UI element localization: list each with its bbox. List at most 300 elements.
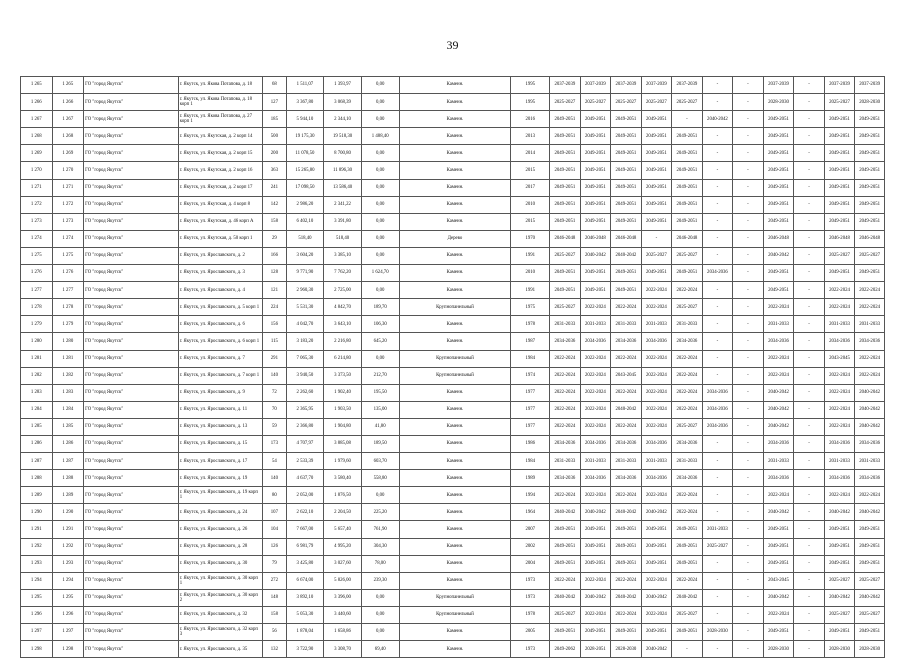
cell-wall-material: Каменн. xyxy=(399,196,511,213)
cell-living-area: 3 027,60 xyxy=(324,555,362,572)
cell-period-10: 2025-2027 xyxy=(824,94,855,111)
cell-period-11: 2028-2030 xyxy=(855,641,885,658)
cell-period-3: 2022-2024 xyxy=(611,350,642,367)
cell-period-1: 2046-2048 xyxy=(550,230,581,247)
cell-wall-material: Каменн. xyxy=(399,453,511,470)
cell-row-number: 1 275 xyxy=(21,247,53,264)
cell-living-area: 13 586,40 xyxy=(324,179,362,196)
cell-record-number: 1 281 xyxy=(52,350,84,367)
cell-total-area: 4 042,70 xyxy=(286,316,324,333)
cell-period-6: - xyxy=(702,282,733,299)
table-row xyxy=(21,470,885,487)
cell-period-9: - xyxy=(794,555,825,572)
cell-living-area: 4 995,20 xyxy=(324,538,362,555)
table-row xyxy=(21,453,885,470)
cell-period-10: 2049-2051 xyxy=(824,145,855,162)
cell-period-10: 2022-2024 xyxy=(824,487,855,504)
cell-period-8: 2040-2042 xyxy=(763,504,794,521)
cell-build-year: 1964 xyxy=(511,504,550,521)
cell-build-year: 1991 xyxy=(511,247,550,264)
cell-apartments: 56 xyxy=(263,624,286,641)
cell-nonresidential-area: 0,00 xyxy=(361,624,399,641)
cell-period-4: 2022-2024 xyxy=(641,282,672,299)
cell-period-3: 2022-2024 xyxy=(611,572,642,589)
cell-period-8: 2049-2051 xyxy=(763,128,794,145)
cell-period-9: - xyxy=(794,624,825,641)
cell-period-7: - xyxy=(733,128,764,145)
cell-period-3: 2049-2051 xyxy=(611,179,642,196)
cell-living-area: 1 979,60 xyxy=(324,453,362,470)
table-row xyxy=(21,265,885,282)
cell-record-number: 1 293 xyxy=(52,555,84,572)
cell-period-9: - xyxy=(794,453,825,470)
cell-apartments: 148 xyxy=(263,589,286,606)
cell-apartments: 68 xyxy=(263,77,286,94)
cell-municipality: ГО "город Якутск" xyxy=(84,555,179,572)
cell-row-number: 1 298 xyxy=(21,641,53,658)
table-row xyxy=(21,111,885,128)
cell-period-11: 2049-2051 xyxy=(855,538,885,555)
cell-build-year: 1977 xyxy=(511,384,550,401)
cell-period-6: - xyxy=(702,555,733,572)
cell-period-7: - xyxy=(733,282,764,299)
cell-period-5: 2049-2051 xyxy=(672,196,703,213)
cell-period-11: 2025-2027 xyxy=(855,606,885,623)
cell-period-4: - xyxy=(641,230,672,247)
cell-total-area: 11 078,50 xyxy=(286,145,324,162)
cell-living-area: 3 440,60 xyxy=(324,606,362,623)
cell-row-number: 1 280 xyxy=(21,333,53,350)
cell-period-3: 2049-2051 xyxy=(611,265,642,282)
cell-wall-material: Каменн. xyxy=(399,179,511,196)
cell-record-number: 1 296 xyxy=(52,606,84,623)
cell-period-1: 2049-2051 xyxy=(550,521,581,538)
cell-period-11: 2022-2024 xyxy=(855,487,885,504)
cell-period-7: - xyxy=(733,384,764,401)
cell-period-11: 2034-2036 xyxy=(855,435,885,452)
cell-period-3: 2040-2042 xyxy=(611,401,642,418)
cell-living-area: 3 068,39 xyxy=(324,94,362,111)
cell-period-4: 2034-2036 xyxy=(641,470,672,487)
cell-period-1: 2049-2051 xyxy=(550,213,581,230)
cell-period-10: 2031-2033 xyxy=(824,316,855,333)
cell-nonresidential-area: 603,70 xyxy=(361,453,399,470)
cell-nonresidential-area: 106,30 xyxy=(361,316,399,333)
cell-period-8: 2049-2051 xyxy=(763,538,794,555)
cell-period-7: - xyxy=(733,521,764,538)
cell-municipality: ГО "город Якутск" xyxy=(84,572,179,589)
cell-record-number: 1 275 xyxy=(52,247,84,264)
cell-municipality: ГО "город Якутск" xyxy=(84,196,179,213)
cell-apartments: 224 xyxy=(263,299,286,316)
cell-period-9: - xyxy=(794,487,825,504)
cell-period-2: 2022-2024 xyxy=(580,350,611,367)
cell-period-8: 2049-2051 xyxy=(763,179,794,196)
cell-municipality: ГО "город Якутск" xyxy=(84,213,179,230)
cell-municipality: ГО "город Якутск" xyxy=(84,128,179,145)
cell-period-7: - xyxy=(733,94,764,111)
cell-build-year: 2016 xyxy=(511,111,550,128)
cell-period-2: 2022-2024 xyxy=(580,367,611,384)
cell-total-area: 2 262,60 xyxy=(286,384,324,401)
cell-wall-material: Каменн. xyxy=(399,128,511,145)
cell-wall-material: Каменн. xyxy=(399,470,511,487)
cell-address: г. Якутск, ул. Якутская, д. 2 корп 16 xyxy=(178,162,262,179)
cell-nonresidential-area: 0,00 xyxy=(361,94,399,111)
cell-nonresidential-area: 645,20 xyxy=(361,333,399,350)
cell-period-4: 2037-2039 xyxy=(641,77,672,94)
cell-apartments: 241 xyxy=(263,179,286,196)
cell-record-number: 1 267 xyxy=(52,111,84,128)
cell-period-8: 2049-2051 xyxy=(763,196,794,213)
cell-period-4: 2022-2024 xyxy=(641,367,672,384)
cell-period-4: 2049-2051 xyxy=(641,624,672,641)
cell-nonresidential-area: 0,00 xyxy=(361,247,399,264)
cell-period-3: 2049-2051 xyxy=(611,521,642,538)
table-row xyxy=(21,418,885,435)
cell-period-11: 2049-2051 xyxy=(855,179,885,196)
cell-period-6: - xyxy=(702,162,733,179)
cell-living-area: 1 876,50 xyxy=(324,487,362,504)
cell-record-number: 1 290 xyxy=(52,504,84,521)
cell-period-6: - xyxy=(702,77,733,94)
cell-living-area: 3 391,80 xyxy=(324,213,362,230)
cell-period-8: 2034-2036 xyxy=(763,470,794,487)
cell-row-number: 1 288 xyxy=(21,470,53,487)
cell-total-area: 518,40 xyxy=(286,230,324,247)
cell-period-10: 2049-2051 xyxy=(824,265,855,282)
cell-period-6: 2025-2027 xyxy=(702,538,733,555)
cell-period-7: - xyxy=(733,453,764,470)
cell-period-5: 2049-2051 xyxy=(672,521,703,538)
cell-address: г. Якутск, ул. Ярославского, д. 30 xyxy=(178,555,262,572)
cell-period-7: - xyxy=(733,265,764,282)
cell-period-7: - xyxy=(733,435,764,452)
cell-period-3: 2049-2051 xyxy=(611,538,642,555)
cell-address: г. Якутск, ул. Ярославского, д. 30 корп 2 xyxy=(178,589,262,606)
cell-period-10: 2049-2051 xyxy=(824,128,855,145)
cell-living-area: 3 580,40 xyxy=(324,470,362,487)
cell-period-7: - xyxy=(733,572,764,589)
cell-living-area: 1 393,97 xyxy=(324,77,362,94)
cell-row-number: 1 290 xyxy=(21,504,53,521)
cell-total-area: 4 637,70 xyxy=(286,470,324,487)
cell-municipality: ГО "город Якутск" xyxy=(84,624,179,641)
cell-period-1: 2049-2051 xyxy=(550,555,581,572)
cell-apartments: 70 xyxy=(263,401,286,418)
cell-living-area: 2 344,10 xyxy=(324,111,362,128)
cell-period-2: 2022-2024 xyxy=(580,572,611,589)
cell-row-number: 1 276 xyxy=(21,265,53,282)
cell-period-4: 2022-2024 xyxy=(641,418,672,435)
cell-wall-material: Крупнопанельный xyxy=(399,606,511,623)
cell-wall-material: Каменн. xyxy=(399,316,511,333)
cell-address: г. Якутск, ул. Якутская, д. 50 корп 1 xyxy=(178,230,262,247)
cell-period-10: 2049-2051 xyxy=(824,196,855,213)
cell-period-7: - xyxy=(733,504,764,521)
cell-period-9: - xyxy=(794,265,825,282)
table-row xyxy=(21,538,885,555)
cell-build-year: 1986 xyxy=(511,435,550,452)
cell-period-3: 2028-2030 xyxy=(611,641,642,658)
cell-period-1: 2025-2027 xyxy=(550,247,581,264)
cell-address: г. Якутск, ул. Ярославского, д. 35 xyxy=(178,641,262,658)
cell-period-11: 2049-2051 xyxy=(855,265,885,282)
cell-period-1: 2022-2024 xyxy=(550,487,581,504)
cell-period-5: 2049-2051 xyxy=(672,624,703,641)
cell-period-6: - xyxy=(702,128,733,145)
cell-living-area: 19 518,30 xyxy=(324,128,362,145)
cell-total-area: 3 940,50 xyxy=(286,367,324,384)
cell-period-1: 2037-2039 xyxy=(550,77,581,94)
cell-address: г. Якутск, ул. Ярославского, д. 7 xyxy=(178,350,262,367)
cell-period-2: 2031-2033 xyxy=(580,316,611,333)
cell-address: г. Якутск, ул. Якутская, д. 2 корп 14 xyxy=(178,128,262,145)
cell-period-9: - xyxy=(794,77,825,94)
cell-nonresidential-area: 225,20 xyxy=(361,504,399,521)
cell-period-8: 2040-2042 xyxy=(763,247,794,264)
cell-period-2: 2049-2051 xyxy=(580,538,611,555)
cell-living-area: 1 902,40 xyxy=(324,384,362,401)
cell-period-5: 2022-2024 xyxy=(672,367,703,384)
cell-period-8: 2043-2045 xyxy=(763,572,794,589)
cell-period-7: - xyxy=(733,196,764,213)
cell-period-9: - xyxy=(794,196,825,213)
cell-living-area: 3 385,10 xyxy=(324,247,362,264)
cell-period-5: 2049-2051 xyxy=(672,555,703,572)
cell-period-3: 2049-2051 xyxy=(611,196,642,213)
cell-period-6: - xyxy=(702,247,733,264)
cell-period-5: 2049-2051 xyxy=(672,265,703,282)
cell-period-1: 2022-2024 xyxy=(550,367,581,384)
cell-nonresidential-area: 212,70 xyxy=(361,367,399,384)
cell-build-year: 2014 xyxy=(511,145,550,162)
cell-build-year: 2013 xyxy=(511,128,550,145)
cell-period-3: 2049-2051 xyxy=(611,624,642,641)
cell-period-9: - xyxy=(794,589,825,606)
cell-row-number: 1 293 xyxy=(21,555,53,572)
cell-period-5: 2022-2024 xyxy=(672,282,703,299)
cell-period-6: 2034-2036 xyxy=(702,401,733,418)
cell-total-area: 3 425,80 xyxy=(286,555,324,572)
cell-record-number: 1 291 xyxy=(52,521,84,538)
cell-nonresidential-area: 0,00 xyxy=(361,77,399,94)
cell-total-area: 7 667,00 xyxy=(286,521,324,538)
cell-period-9: - xyxy=(794,641,825,658)
cell-period-4: 2049-2051 xyxy=(641,265,672,282)
cell-period-8: 2034-2036 xyxy=(763,333,794,350)
cell-municipality: ГО "город Якутск" xyxy=(84,299,179,316)
table-row xyxy=(21,316,885,333)
cell-period-10: 2025-2027 xyxy=(824,606,855,623)
cell-wall-material: Каменн. xyxy=(399,265,511,282)
cell-period-11: 2049-2051 xyxy=(855,213,885,230)
cell-period-10: 2022-2024 xyxy=(824,418,855,435)
cell-period-5: 2025-2027 xyxy=(672,299,703,316)
cell-period-8: 2028-2030 xyxy=(763,641,794,658)
cell-row-number: 1 287 xyxy=(21,453,53,470)
cell-total-area: 1 511,07 xyxy=(286,77,324,94)
cell-period-6: - xyxy=(702,470,733,487)
cell-municipality: ГО "город Якутск" xyxy=(84,350,179,367)
cell-period-5: 2049-2051 xyxy=(672,145,703,162)
cell-apartments: 132 xyxy=(263,641,286,658)
cell-period-1: 2025-2027 xyxy=(550,94,581,111)
table-row xyxy=(21,555,885,572)
cell-apartments: 128 xyxy=(263,265,286,282)
cell-period-7: - xyxy=(733,333,764,350)
cell-record-number: 1 292 xyxy=(52,538,84,555)
cell-build-year: 1984 xyxy=(511,350,550,367)
cell-period-5: 2049-2051 xyxy=(672,128,703,145)
cell-period-4: 2022-2024 xyxy=(641,350,672,367)
cell-period-10: 2040-2042 xyxy=(824,504,855,521)
cell-record-number: 1 288 xyxy=(52,470,84,487)
cell-period-7: - xyxy=(733,538,764,555)
cell-apartments: 173 xyxy=(263,435,286,452)
cell-total-area: 3 604,20 xyxy=(286,247,324,264)
cell-apartments: 272 xyxy=(263,572,286,589)
cell-total-area: 19 175,30 xyxy=(286,128,324,145)
cell-period-2: 2031-2033 xyxy=(580,453,611,470)
cell-period-10: 2028-2030 xyxy=(824,641,855,658)
cell-period-1: 2049-2051 xyxy=(550,282,581,299)
cell-nonresidential-area: 0,00 xyxy=(361,196,399,213)
cell-period-10: 2049-2051 xyxy=(824,179,855,196)
cell-period-11: 2049-2051 xyxy=(855,128,885,145)
cell-period-5: 2034-2036 xyxy=(672,470,703,487)
cell-period-8: 2049-2051 xyxy=(763,265,794,282)
cell-wall-material: Каменн. xyxy=(399,555,511,572)
cell-period-5: 2025-2027 xyxy=(672,606,703,623)
cell-apartments: 72 xyxy=(263,384,286,401)
housing-register-table xyxy=(20,76,885,658)
cell-address: г. Якутск, ул. Ярославского, д. 17 xyxy=(178,453,262,470)
cell-wall-material: Каменн. xyxy=(399,418,511,435)
cell-period-7: - xyxy=(733,418,764,435)
cell-period-3: 2049-2051 xyxy=(611,145,642,162)
cell-address: г. Якутск, ул. Ярославского, д. 3 xyxy=(178,265,262,282)
cell-row-number: 1 282 xyxy=(21,367,53,384)
cell-period-2: 2040-2042 xyxy=(580,504,611,521)
cell-row-number: 1 289 xyxy=(21,487,53,504)
cell-period-9: - xyxy=(794,316,825,333)
cell-period-4: 2022-2024 xyxy=(641,572,672,589)
table-row xyxy=(21,624,885,641)
cell-period-2: 2040-2042 xyxy=(580,589,611,606)
cell-apartments: 158 xyxy=(263,213,286,230)
cell-period-5: 2046-2048 xyxy=(672,230,703,247)
cell-period-9: - xyxy=(794,572,825,589)
cell-period-1: 2034-2036 xyxy=(550,435,581,452)
cell-period-9: - xyxy=(794,521,825,538)
cell-municipality: ГО "город Якутск" xyxy=(84,538,179,555)
cell-apartments: 142 xyxy=(263,196,286,213)
cell-build-year: 2017 xyxy=(511,179,550,196)
cell-row-number: 1 286 xyxy=(21,435,53,452)
cell-period-6: - xyxy=(702,230,733,247)
cell-period-4: 2034-2036 xyxy=(641,333,672,350)
cell-build-year: 1995 xyxy=(511,77,550,94)
cell-period-9: - xyxy=(794,333,825,350)
cell-period-1: 2022-2024 xyxy=(550,384,581,401)
cell-period-9: - xyxy=(794,282,825,299)
cell-build-year: 2015 xyxy=(511,162,550,179)
cell-address: г. Якутск, ул. Якова Потапова, д. 27 корп 1 xyxy=(178,111,262,128)
cell-period-8: 2040-2042 xyxy=(763,401,794,418)
cell-build-year: 2004 xyxy=(511,555,550,572)
cell-period-6: 2028-2030 xyxy=(702,624,733,641)
cell-build-year: 1973 xyxy=(511,572,550,589)
cell-row-number: 1 269 xyxy=(21,145,53,162)
cell-row-number: 1 272 xyxy=(21,196,53,213)
cell-total-area: 7 065,30 xyxy=(286,350,324,367)
cell-address: г. Якутск, ул. Ярославского, д. 28 xyxy=(178,538,262,555)
cell-period-2: 2049-2051 xyxy=(580,145,611,162)
cell-record-number: 1 265 xyxy=(52,77,84,94)
table-row xyxy=(21,401,885,418)
cell-total-area: 2 986,20 xyxy=(286,196,324,213)
cell-period-2: 2049-2051 xyxy=(580,111,611,128)
cell-wall-material: Каменн. xyxy=(399,435,511,452)
cell-living-area: 2 341,22 xyxy=(324,196,362,213)
cell-build-year: 1987 xyxy=(511,333,550,350)
cell-nonresidential-area: 0,00 xyxy=(361,589,399,606)
cell-period-1: 2040-2042 xyxy=(550,589,581,606)
cell-period-1: 2049-2051 xyxy=(550,145,581,162)
cell-period-5: 2022-2024 xyxy=(672,384,703,401)
cell-period-4: 2049-2051 xyxy=(641,213,672,230)
cell-period-6: - xyxy=(702,145,733,162)
cell-period-3: 2040-2042 xyxy=(611,504,642,521)
cell-total-area: 6 981,79 xyxy=(286,538,324,555)
cell-wall-material: Каменн. xyxy=(399,77,511,94)
cell-apartments: 126 xyxy=(263,538,286,555)
cell-period-8: 2037-2039 xyxy=(763,77,794,94)
cell-period-4: 2022-2024 xyxy=(641,299,672,316)
cell-record-number: 1 272 xyxy=(52,196,84,213)
cell-nonresidential-area: 558,80 xyxy=(361,470,399,487)
cell-period-6: - xyxy=(702,589,733,606)
cell-wall-material: Каменн. xyxy=(399,145,511,162)
cell-period-7: - xyxy=(733,316,764,333)
cell-living-area: 2 204,50 xyxy=(324,504,362,521)
cell-period-10: 2022-2024 xyxy=(824,384,855,401)
cell-period-6: - xyxy=(702,350,733,367)
cell-period-11: 2034-2036 xyxy=(855,333,885,350)
cell-record-number: 1 276 xyxy=(52,265,84,282)
table-row xyxy=(21,521,885,538)
cell-build-year: 2005 xyxy=(511,624,550,641)
cell-period-6: - xyxy=(702,299,733,316)
cell-wall-material: Каменн. xyxy=(399,487,511,504)
cell-record-number: 1 284 xyxy=(52,401,84,418)
cell-apartments: 200 xyxy=(263,145,286,162)
cell-address: г. Якутск, ул. Ярославского, д. 13 xyxy=(178,418,262,435)
cell-period-4: 2049-2051 xyxy=(641,179,672,196)
cell-period-3: 2022-2024 xyxy=(611,606,642,623)
cell-period-3: 2049-2051 xyxy=(611,282,642,299)
cell-living-area: 3 373,50 xyxy=(324,367,362,384)
cell-municipality: ГО "город Якутск" xyxy=(84,230,179,247)
cell-nonresidential-area: 78,00 xyxy=(361,555,399,572)
cell-period-10: 2049-2051 xyxy=(824,538,855,555)
cell-period-7: - xyxy=(733,230,764,247)
cell-period-7: - xyxy=(733,641,764,658)
cell-period-3: 2049-2051 xyxy=(611,555,642,572)
cell-row-number: 1 294 xyxy=(21,572,53,589)
cell-period-9: - xyxy=(794,213,825,230)
